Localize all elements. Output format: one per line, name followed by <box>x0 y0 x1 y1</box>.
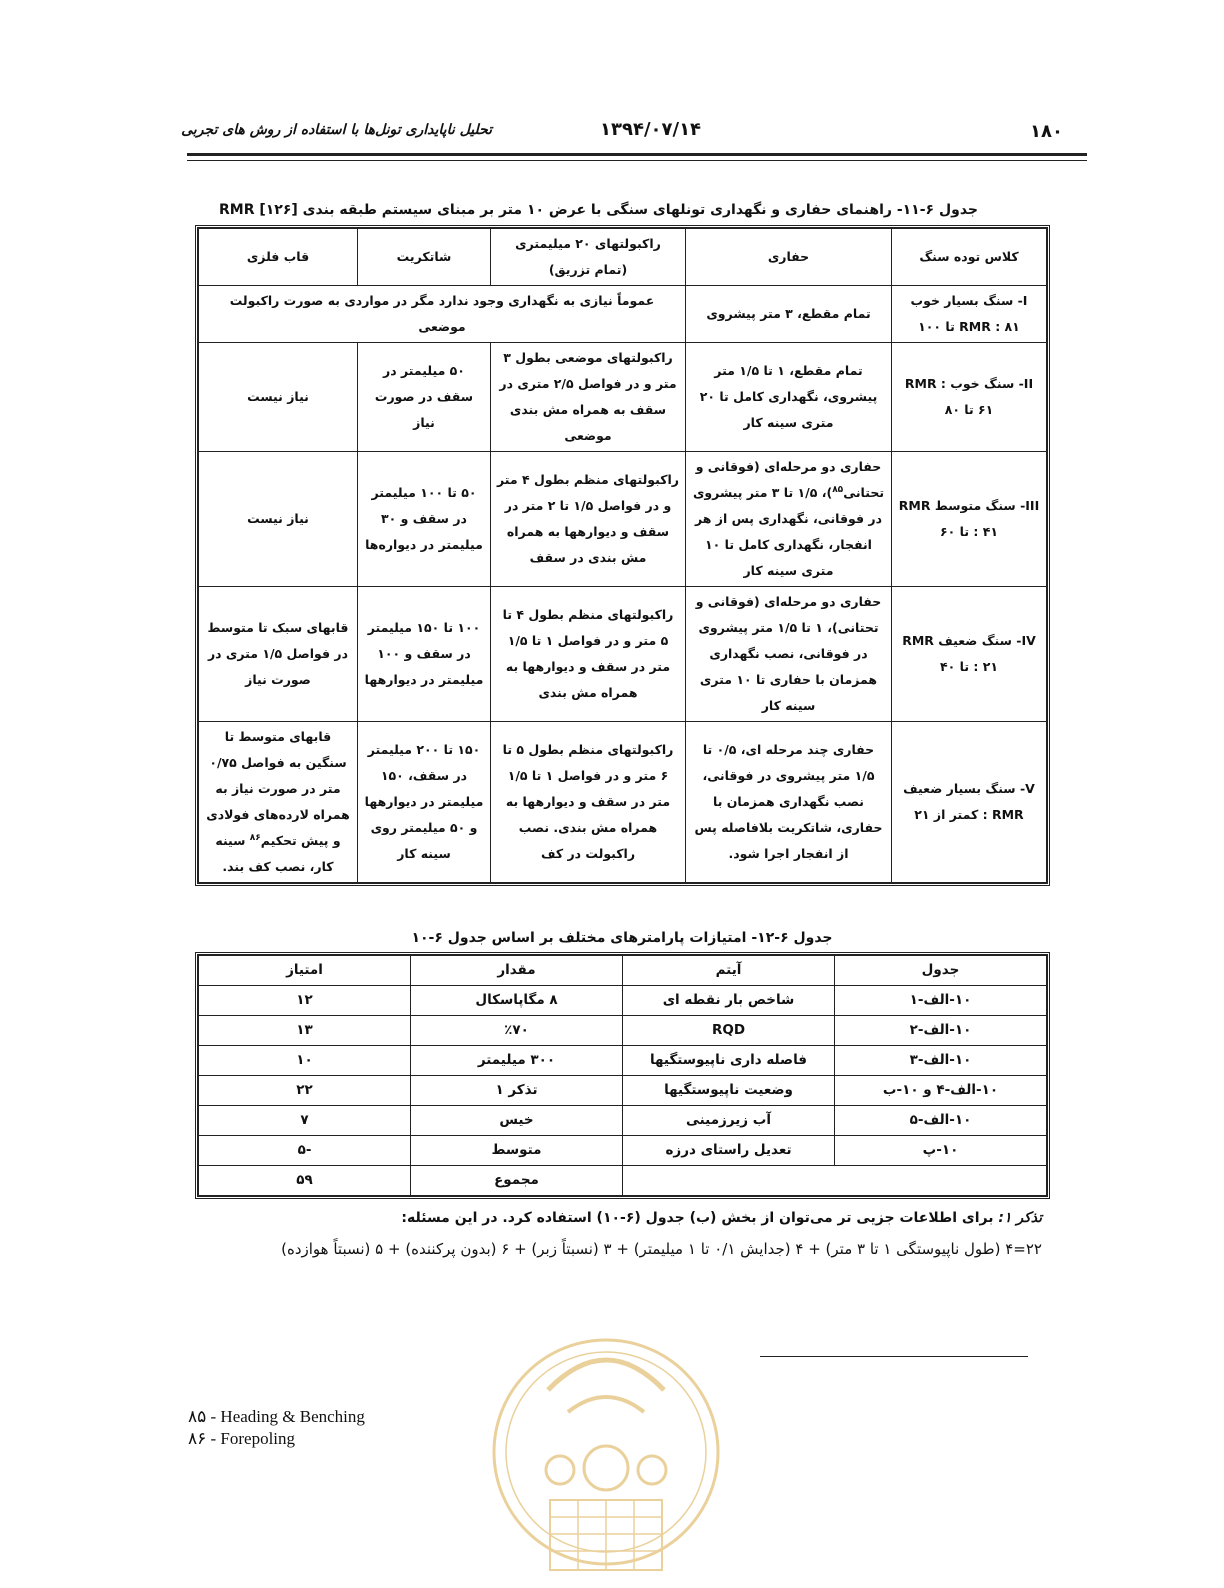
seal-watermark <box>488 1320 724 1584</box>
table1-row <box>199 587 1047 722</box>
rockbolts-cell: راکبولتهای منظم بطول ۴ تا ۵ متر و در فواصل ۱ تا ۱/۵ متر در سقف و دیوارهها به همراه مش بندی <box>491 587 686 722</box>
value-cell: متوسط <box>411 1136 623 1166</box>
rock-class-cell: III- سنگ متوسط RMR : ۴۱ تا ۶۰ <box>892 452 1047 587</box>
table2-row <box>199 1136 1047 1166</box>
table2-header: مقدار <box>411 956 623 986</box>
table2-row <box>199 1016 1047 1046</box>
excavation-text: حفاری دو مرحله‌ای (فوقانی و تحتانی <box>695 459 885 500</box>
steel-sets-cell <box>199 722 358 883</box>
table2-header: آیتم <box>623 956 835 986</box>
score-cell: ۱۳ <box>199 1016 411 1046</box>
value-cell: ۳۰۰ میلیمتر <box>411 1046 623 1076</box>
note-1 <box>401 1210 1042 1226</box>
footnote-ref: ۸۵ <box>832 484 844 495</box>
steel-sets-cell: نیاز نیست <box>199 343 358 452</box>
table2-total-row <box>199 1166 1047 1196</box>
rock-class-cell: V- سنگ بسیار ضعیف RMR : کمتر از ۲۱ <box>892 722 1047 883</box>
table2-row <box>199 1076 1047 1106</box>
table1-header: شاتکریت <box>358 229 491 286</box>
table1-caption: جدول ۶-۱۱- راهنمای حفاری و نگهداری تونلهای سنگی با عرض ۱۰ متر بر مبنای سیستم طبقه بندی RMR [۱۲۶] <box>218 202 978 218</box>
table1-header: راکبولتهای ۲۰ میلیمتری (تمام تزریق) <box>491 229 686 286</box>
value-cell: تذکر ۱ <box>411 1076 623 1106</box>
value-cell: ۸ مگاپاسکال <box>411 986 623 1016</box>
excavation-cell: تمام مقطع، ۱ تا ۱/۵ متر پیشروی، نگهداری کامل تا ۲۰ متری سینه کار <box>686 343 892 452</box>
header-rule-thick <box>187 153 1087 156</box>
table1-row <box>199 452 1047 587</box>
note-text: برای اطلاعات جزیی تر می‌توان از بخش (ب) جدول (۶-۱۰) استفاده کرد. در این مسئله: <box>401 1210 999 1226</box>
shotcrete-cell: ۱۰۰ تا ۱۵۰ میلیمتر در سقف و ۱۰۰ میلیمتر در دیوارهها <box>358 587 491 722</box>
table2-row <box>199 1046 1047 1076</box>
empty-cell <box>623 1166 1047 1196</box>
score-cell: ۲۲ <box>199 1076 411 1106</box>
table2-header: جدول <box>835 956 1047 986</box>
table-ref-cell: ۱۰-الف-۵ <box>835 1106 1047 1136</box>
table1-row <box>199 286 1047 343</box>
item-cell: RQD <box>623 1016 835 1046</box>
score-cell: ۱۰ <box>199 1046 411 1076</box>
table1 <box>198 228 1047 883</box>
item-cell: فاصله داری ناپیوستگیها <box>623 1046 835 1076</box>
excavation-cell <box>686 452 892 587</box>
steel-sets-cell: قابهای سبک تا متوسط در فواصل ۱/۵ متری در صورت نیاز <box>199 587 358 722</box>
shotcrete-cell: ۱۵۰ تا ۲۰۰ میلیمتر در سقف، ۱۵۰ میلیمتر در دیوارهها و ۵۰ میلیمتر روی سینه کار <box>358 722 491 883</box>
rockbolts-cell: راکبولتهای موضعی بطول ۳ متر و در فواصل ۲/۵ متری در سقف به همراه مش بندی موضعی <box>491 343 686 452</box>
table2-header-row <box>199 956 1047 986</box>
score-cell: ۱۲ <box>199 986 411 1016</box>
item-cell: شاخص بار نقطه ای <box>623 986 835 1016</box>
table1-row <box>199 343 1047 452</box>
table-ref-cell: ۱۰-الف-۱ <box>835 986 1047 1016</box>
table1-header: حفاری <box>686 229 892 286</box>
rockbolts-cell: راکبولتهای منظم بطول ۵ تا ۶ متر و در فواصل ۱ تا ۱/۵ متر در سقف و دیوارهها به همراه مش بندی. نصب راکبولت در کف <box>491 722 686 883</box>
score-cell: -۵ <box>199 1136 411 1166</box>
steel-sets-cell: نیاز نیست <box>199 452 358 587</box>
running-title: تحلیل ناپایداری تونل‌ها با استفاده از روش های تجربی <box>181 122 492 138</box>
item-cell: وضعیت ناپیوستگیها <box>623 1076 835 1106</box>
footnote-ref: ۸۶ <box>249 832 261 843</box>
table1-header: قاب فلزی <box>199 229 358 286</box>
excavation-cell: تمام مقطع، ۳ متر پیشروی <box>686 286 892 343</box>
total-label-cell: مجموع <box>411 1166 623 1196</box>
table2 <box>198 955 1047 1196</box>
item-cell: تعدیل راستای درزه <box>623 1136 835 1166</box>
footnote-85: ۸۵ - Heading & Benching <box>188 1407 365 1426</box>
table1-header: کلاس توده سنگ <box>892 229 1047 286</box>
note-equation: ۲۲=۴ (طول ناپیوستگی ۱ تا ۳ متر) + ۴ (جدایش ۰/۱ تا ۱ میلیمتر) + ۳ (نسبتاً زبر) + ۶ (بدون پرکننده) + ۵ (نسبتاً هوازده) <box>281 1240 1042 1258</box>
shotcrete-cell: ۵۰ میلیمتر در سقف در صورت نیاز <box>358 343 491 452</box>
table2-caption: جدول ۶-۱۲- امتیازات پارامترهای مختلف بر اساس جدول ۶-۱۰ <box>411 930 833 946</box>
rock-class-cell: I- سنگ بسیار خوب RMR : ۸۱ تا ۱۰۰ <box>892 286 1047 343</box>
note-label: تذکر ۱: <box>998 1210 1042 1226</box>
footnote-separator <box>760 1356 1028 1357</box>
shotcrete-cell: ۵۰ تا ۱۰۰ میلیمتر در سقف و ۳۰ میلیمتر در دیواره‌ها <box>358 452 491 587</box>
table1-row <box>199 722 1047 883</box>
table-ref-cell: ۱۰-پ <box>835 1136 1047 1166</box>
excavation-cell: حفاری چند مرحله ای، ۰/۵ تا ۱/۵ متر پیشروی در فوقانی، نصب نگهداری همزمان با حفاری، شاتکریت بلافاصله پس از انفجار اجرا شود. <box>686 722 892 883</box>
steel-sets-text: سینه کار، نصب کف بند. <box>215 833 334 874</box>
steel-sets-text: قابهای متوسط تا سنگین به فواصل ۰/۷۵ متر در صورت نیاز به همراه لارده‌های فولادی و پیش تحکیم <box>206 729 350 848</box>
table2-row <box>199 986 1047 1016</box>
value-cell: خیس <box>411 1106 623 1136</box>
table2-row <box>199 1106 1047 1136</box>
excavation-cell: حفاری دو مرحله‌ای (فوقانی و تحتانی)، ۱ تا ۱/۵ متر پیشروی در فوقانی، نصب نگهداری همزمان با حفاری تا ۱۰ متری سینه کار <box>686 587 892 722</box>
rockbolts-cell: راکبولتهای منظم بطول ۴ متر و در فواصل ۱/۵ تا ۲ متر در سقف و دیوارهها به همراه مش بندی در سقف <box>491 452 686 587</box>
total-value-cell: ۵۹ <box>199 1166 411 1196</box>
item-cell: آب زیرزمینی <box>623 1106 835 1136</box>
table1-header-row <box>199 229 1047 286</box>
excavation-text: )، ۱/۵ تا ۳ متر پیشروی در فوقانی، نگهداری پس از هر انفجار، نگهداری کامل تا ۱۰ متری سینه کار <box>692 485 883 578</box>
table2-header: امتیاز <box>199 956 411 986</box>
seal-emblem <box>488 1320 724 1584</box>
header-date: ۱۳۹۴/۰۷/۱۴ <box>600 119 702 140</box>
table-ref-cell: ۱۰-الف-۲ <box>835 1016 1047 1046</box>
score-cell: ۷ <box>199 1106 411 1136</box>
rock-class-cell: IV- سنگ ضعیف RMR : ۲۱ تا ۴۰ <box>892 587 1047 722</box>
header-rule-thin <box>187 160 1087 161</box>
value-cell: ٪۷۰ <box>411 1016 623 1046</box>
table-ref-cell: ۱۰-الف-۴ و ۱۰-ب <box>835 1076 1047 1106</box>
footnote-86: ۸۶ - Forepoling <box>188 1429 296 1448</box>
page-number: ۱۸۰ <box>1030 121 1063 142</box>
merged-support-cell: عموماً نیازی به نگهداری وجود ندارد مگر در مواردی به صورت راکبولت موضعی <box>199 286 686 343</box>
rock-class-cell: II- سنگ خوب RMR : ۶۱ تا ۸۰ <box>892 343 1047 452</box>
table-ref-cell: ۱۰-الف-۳ <box>835 1046 1047 1076</box>
